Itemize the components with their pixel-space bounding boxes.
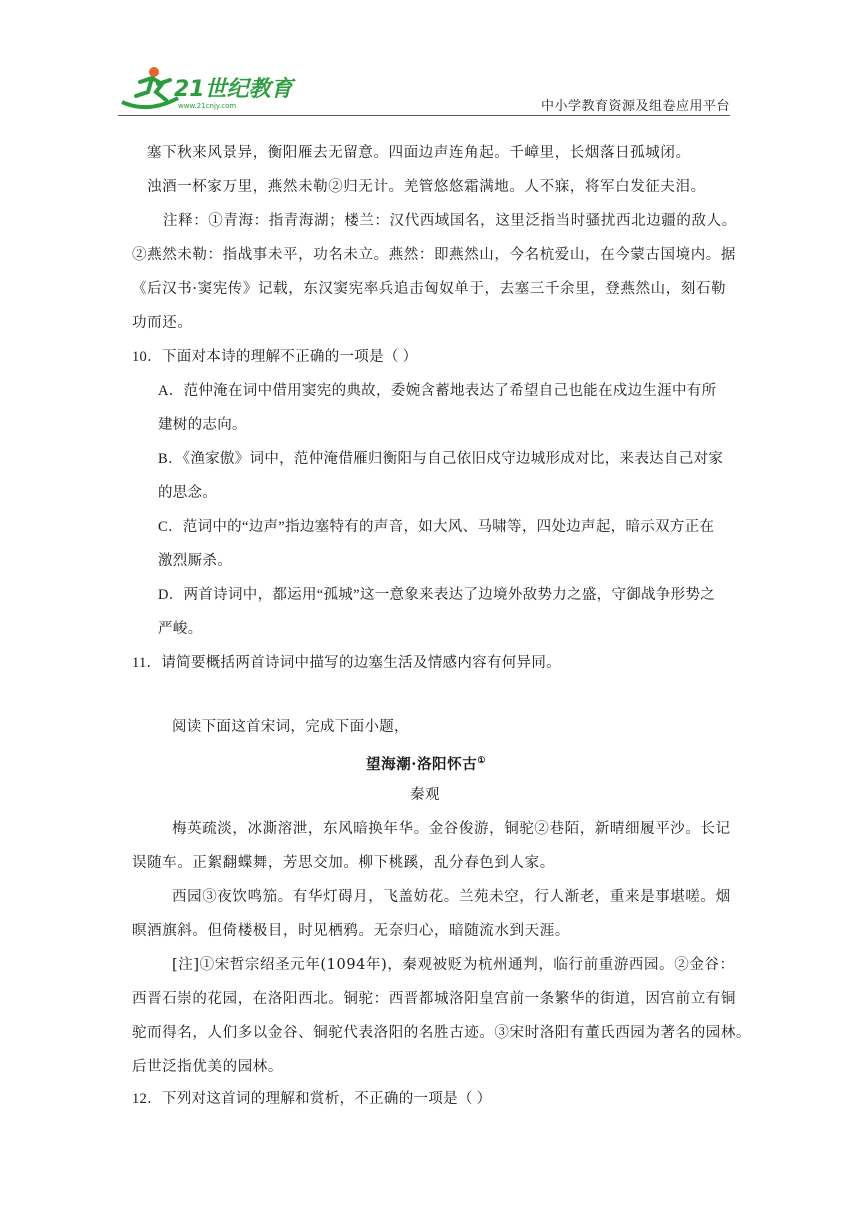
poem2-note-2: 西晋石崇的花园，在洛阳西北。铜驼：西晋都城洛阳皇宫前一条繁华的街道，因宫前立有铜 [132, 991, 736, 1007]
q11-stem: 11．请简要概括两首诗词中描写的边塞生活及情感内容有何异同。 [132, 655, 561, 671]
21cnjy-logo [118, 62, 298, 112]
poem2-stanza2-line-1: 西园③夜饮鸣笳。有华灯碍月，飞盖妨花。兰苑未空，行人渐老，重来是事堪嗟。烟 [172, 889, 731, 905]
page-header [118, 62, 730, 118]
poem1-note-1: 注释：①青海：指青海湖；楼兰：汉代西域国名，这里泛指当时骚扰西北边疆的敌人。 [163, 213, 737, 229]
poem1-line-2: 浊酒一杯家万里，燕然未勒②归无计。羌管悠悠霜满地。人不寐，将军白发征夫泪。 [147, 179, 706, 195]
q10-option-a-1: A．范仲淹在词中借用窦宪的典故，委婉含蓄地表达了希望自己也能在戍边生涯中有所 [158, 383, 717, 399]
poem2-note-4: 后世泛指优美的园林。 [132, 1059, 283, 1075]
q10-option-c-2: 激烈厮杀。 [158, 553, 232, 569]
logo-url: www.21cnjy.com [178, 102, 237, 110]
q10-stem: 10．下面对本诗的理解不正确的一项是（ ） [132, 349, 418, 365]
poem1-line-1: 塞下秋来风景异，衡阳雁去无留意。四面边声连角起。千嶂里，长烟落日孤城闭。 [147, 145, 691, 161]
poem2-stanza2-line-2: 暝酒旗斜。但倚楼极目，时见栖鸦。无奈归心，暗随流水到天涯。 [132, 923, 570, 939]
poem2-intro: 阅读下面这首宋词，完成下面小题， [172, 719, 409, 735]
poem1-note-4: 功而还。 [132, 315, 193, 331]
q10-option-d-2: 严峻。 [158, 621, 203, 637]
poem2-stanza1-line-1: 梅英疏淡，冰澌溶泄，东风暗换年华。金谷俊游，铜驼②巷陌，新晴细履平沙。长记 [172, 821, 731, 837]
poem1-note-2: ②燕然未勒：指战事未平，功名未立。燕然：即燕然山，今名杭爱山，在今蒙古国境内。据 [132, 247, 736, 263]
q10-option-b-1: B．《渔家傲》词中，范仲淹借雁归衡阳与自己依旧戍守边城形成对比，来表达自己对家 [158, 451, 724, 467]
q10-option-b-2: 的思念。 [158, 485, 218, 501]
q10-option-a-2: 建树的志向。 [158, 417, 247, 433]
poem2-title-note-mark: ① [477, 756, 487, 766]
header-divider [118, 115, 730, 116]
q10-option-d-1: D．两首诗词中，都运用“孤城”这一意象来表达了边境外敌势力之盛，守御战争形势之 [158, 587, 716, 603]
poem2-note-3: 驼而得名，人们多以金谷、铜驼代表洛阳的名胜古迹。③宋时洛阳有董氏西园为著名的园林。 [132, 1025, 752, 1041]
poem2-title: 望海潮·洛阳怀古① [366, 755, 487, 773]
poem1-note-3: 《后汉书·窦宪传》记载，东汉窦宪率兵追击匈奴单于，去塞三千余里，登燕然山，刻石勒 [132, 281, 727, 297]
poem2-author: 秦观 [410, 787, 441, 803]
logo-text: 21世纪教育 [174, 77, 293, 102]
poem2-stanza1-line-2: 误随车。正絮翻蝶舞，芳思交加。柳下桃蹊，乱分春色到人家。 [132, 855, 555, 871]
platform-name: 中小学教育资源及组卷应用平台 [540, 99, 730, 114]
poem2-note-1: [注]①宋哲宗绍圣元年(1094年)，秦观被贬为杭州通判，临行前重游西园。②金谷： [172, 957, 735, 973]
q12-stem: 12．下列对这首词的理解和赏析，不正确的一项是（ ） [132, 1091, 492, 1107]
q10-option-c-1: C．范词中的“边声”指边塞特有的声音，如大风、马啸等，四处边声起，暗示双方正在 [158, 519, 715, 535]
